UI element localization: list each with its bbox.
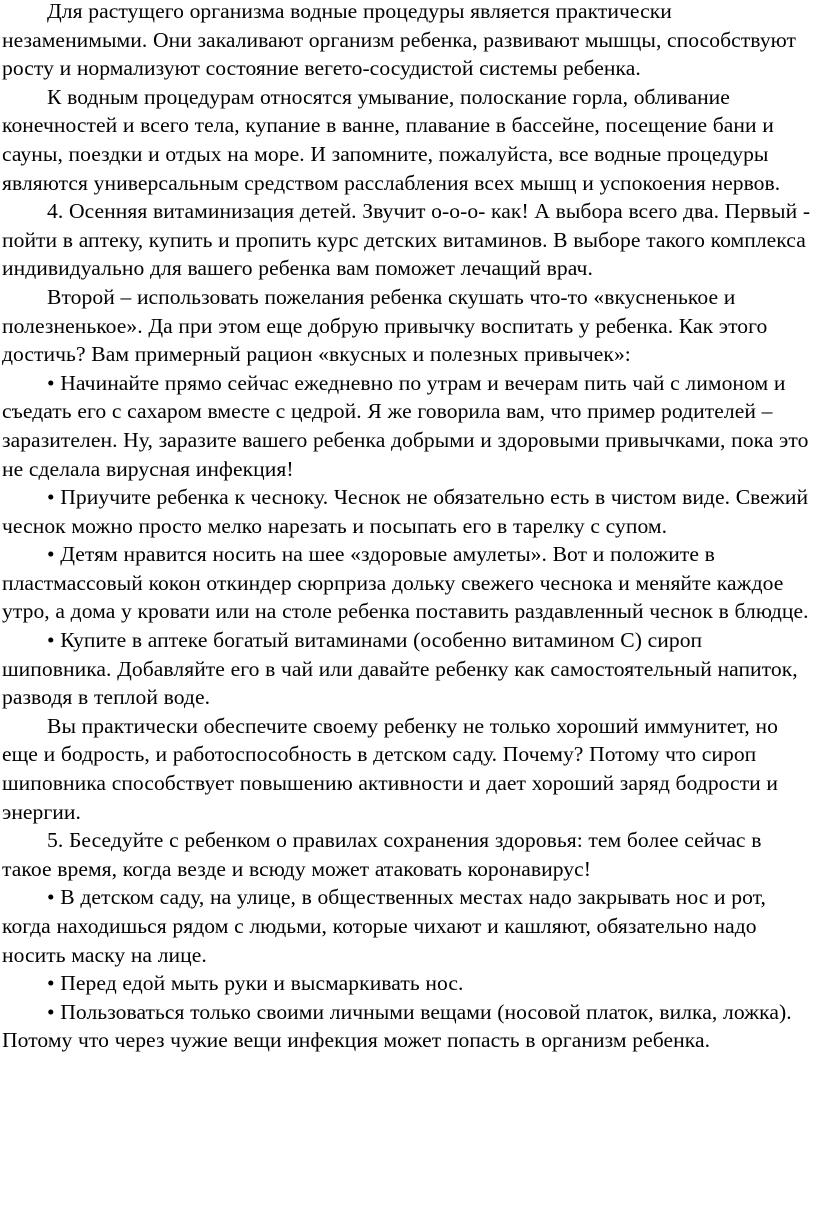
paragraph-water-procedures-benefits: Для растущего организма водные процедуры является практически незаменимыми. Они закаливают организм ребенка, развивают мышцы, способствуют росту и нормализуют состояние вегето-сосудистой системы ребенка. (2, 0, 797, 81)
paragraph-health-rules: 5. Беседуйте с ребенком о правилах сохранения здоровья: тем более сейчас в такое время, когда везде и всюду может атаковать коронавирус! (2, 828, 762, 881)
list-item-mask: • В детском саду, на улице, в общественных местах надо закрывать нос и рот, когда находишься рядом с людьми, которые чихают и кашляют, обязательно надо носить маску на лице. (2, 885, 766, 967)
list-item-amulets: • Детям нравится носить на шее «здоровые амулеты». Вот и положите в пластмассовый кокон откиндер сюрприза дольку свежего чеснока и меняйте каждое утро, а дома у кровати или на столе ребенка поставить раздавленный чеснок в блюдце. (2, 542, 809, 624)
paragraph-immunity: Вы практически обеспечите своему ребенку не только хороший иммунитет, но еще и бодрость, и работоспособность в детском саду. Почему? Потому что сироп шиповника способствует повышению активности и дает хороший заряд бодрости и энергии. (2, 713, 779, 824)
list-item-rosehip-syrup: • Купите в аптеке богатый витаминами (особенно витамином С) сироп шиповника. Добавляйте его в чай или давайте ребенку как самостоятельный напиток, разводя в теплой воде. (2, 628, 798, 710)
list-item-lemon-tea: • Начинайте прямо сейчас ежедневно по утрам и вечерам пить чай с лимоном и съедать его с сахаром вместе с цедрой. Я же говорила вам, что пример родителей – заразителен. Ну, заразите вашего ребенка добрыми и здоровыми привычками, пока это не сделала вирусная инфекция! (2, 370, 809, 481)
list-item-wash-hands: • Перед едой мыть руки и высмаркивать нос. (47, 971, 464, 996)
list-item-garlic: • Приучите ребенка к чесноку. Чеснок не обязательно есть в чистом виде. Свежий чеснок можно просто мелко нарезать и посыпать его в тарелку с супом. (2, 485, 809, 538)
list-item-personal-items: • Пользоваться только своими личными вещами (носовой платок, вилка, ложка). Потому что через чужие вещи инфекция может попасть в организм ребенка. (2, 999, 792, 1053)
paragraph-autumn-vitamins: 4. Осенняя витаминизация детей. Звучит о-о-о- как! А выбора всего два. Первый - пойти в аптеку, купить и пропить курс детских витаминов. В выборе такого комплекса индивидуально для вашего ребенка вам поможет лечащий врач. (2, 199, 811, 281)
paragraph-water-procedures-list: К водным процедурам относятся умывание, полоскание горла, обливание конечностей и всего тела, купание в ванне, плавание в бассейне, посещение бани и сауны, поездки и отдых на море. И запомните, пожалуйста, все водные процедуры являются универсальным средством расслабления всех мышц и успокоения нервов. (2, 84, 781, 195)
paragraph-second-option: Второй – использовать пожелания ребенка скушать что-то «вкусненькое и полезненькое». Да при этом еще добрую привычку воспитать у ребенка. Как этого достичь? Вам примерный рацион «вкусных и полезных привычек»: (2, 284, 768, 367)
